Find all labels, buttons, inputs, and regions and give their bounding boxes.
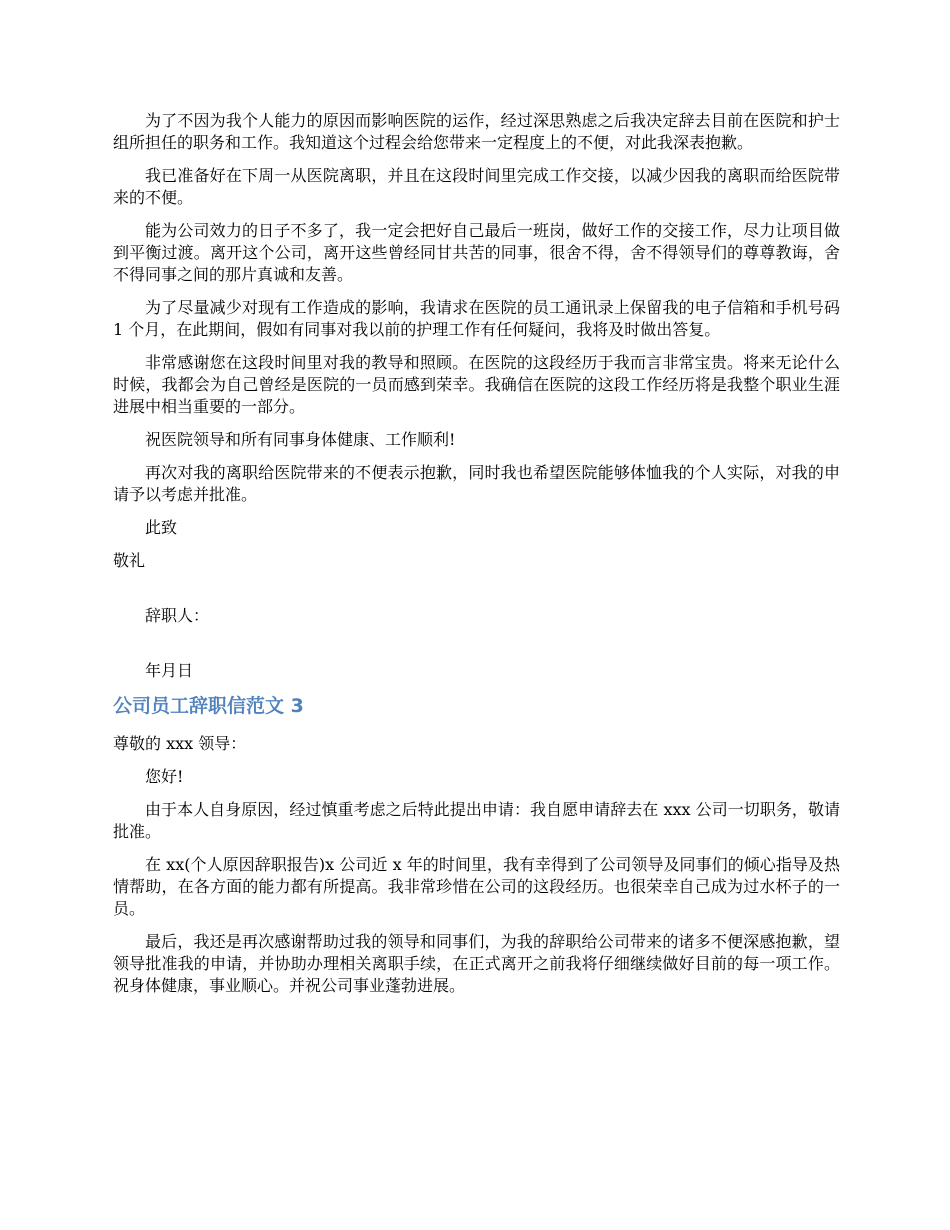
body-paragraph: 最后，我还是再次感谢帮助过我的领导和同事们，为我的辞职给公司带来的诸多不便深感抱歉，望领导批准我的申请，并协助办理相关离职手续，在正式离开之前我将仔细继续做好目前的每一项工作。祝身体健康，事业顺心。并祝公司事业蓬勃进展。 xyxy=(113,932,840,995)
date-line: 年月日 xyxy=(145,661,194,680)
document-page xyxy=(113,110,840,1008)
body-paragraph: 由于本人自身原因，经过慎重考虑之后特此提出申请：我自愿申请辞去在 xxx 公司一切职务，敬请批准。 xyxy=(113,800,840,841)
blank-line xyxy=(113,583,840,605)
addressee-line: 尊敬的 xxx 领导： xyxy=(113,734,247,753)
salute-line: 敬礼 xyxy=(113,551,146,570)
body-paragraph: 非常感谢您在这段时间里对我的教导和照顾。在医院的这段经历于我而言非常宝贵。将来无论什么时候，我都会为自己曾经是医院的一员而感到荣幸。我确信在医院的这段工作经历将是我整个职业生涯进展中相当重要的一部分。 xyxy=(113,353,840,416)
closing-line: 此致 xyxy=(145,518,178,537)
body-paragraph: 我已准备好在下周一从医院离职，并且在这段时间里完成工作交接，以减少因我的离职而给医院带来的不便。 xyxy=(113,166,840,207)
body-paragraph: 再次对我的离职给医院带来的不便表示抱歉，同时我也希望医院能够体恤我的个人实际，对我的申请予以考虑并批准。 xyxy=(113,463,840,504)
body-paragraph: 祝医院领导和所有同事身体健康、工作顺利! xyxy=(145,430,456,449)
body-paragraph: 为了尽量减少对现有工作造成的影响，我请求在医院的员工通讯录上保留我的电子信箱和手机号码 1 个月，在此期间，假如有同事对我以前的护理工作有任何疑问，我将及时做出答复。 xyxy=(113,298,840,339)
body-paragraph: 为了不因为我个人能力的原因而影响医院的运作，经过深思熟虑之后我决定辞去目前在医院和护士组所担任的职务和工作。我知道这个过程会给您带来一定程度上的不便，对此我深表抱歉。 xyxy=(113,111,840,152)
body-paragraph: 在 xx(个人原因辞职报告)x 公司近 x 年的时间里，我有幸得到了公司领导及同事们的倾心指导及热情帮助，在各方面的能力都有所提高。我非常珍惜在公司的这段经历。也很荣幸自己成为过水杯子的一员。 xyxy=(113,855,840,918)
blank-line xyxy=(113,638,840,660)
greeting-line: 您好! xyxy=(145,767,184,786)
section-heading: 公司员工辞职信范文 3 xyxy=(113,695,304,717)
signature-line: 辞职人： xyxy=(145,606,210,625)
body-paragraph: 能为公司效力的日子不多了，我一定会把好自己最后一班岗，做好工作的交接工作，尽力让项目做到平衡过渡。离开这个公司，离开这些曾经同甘共苦的同事，很舍不得，舍不得领导们的尊尊教诲，舍不得同事之间的那片真诚和友善。 xyxy=(113,221,840,284)
